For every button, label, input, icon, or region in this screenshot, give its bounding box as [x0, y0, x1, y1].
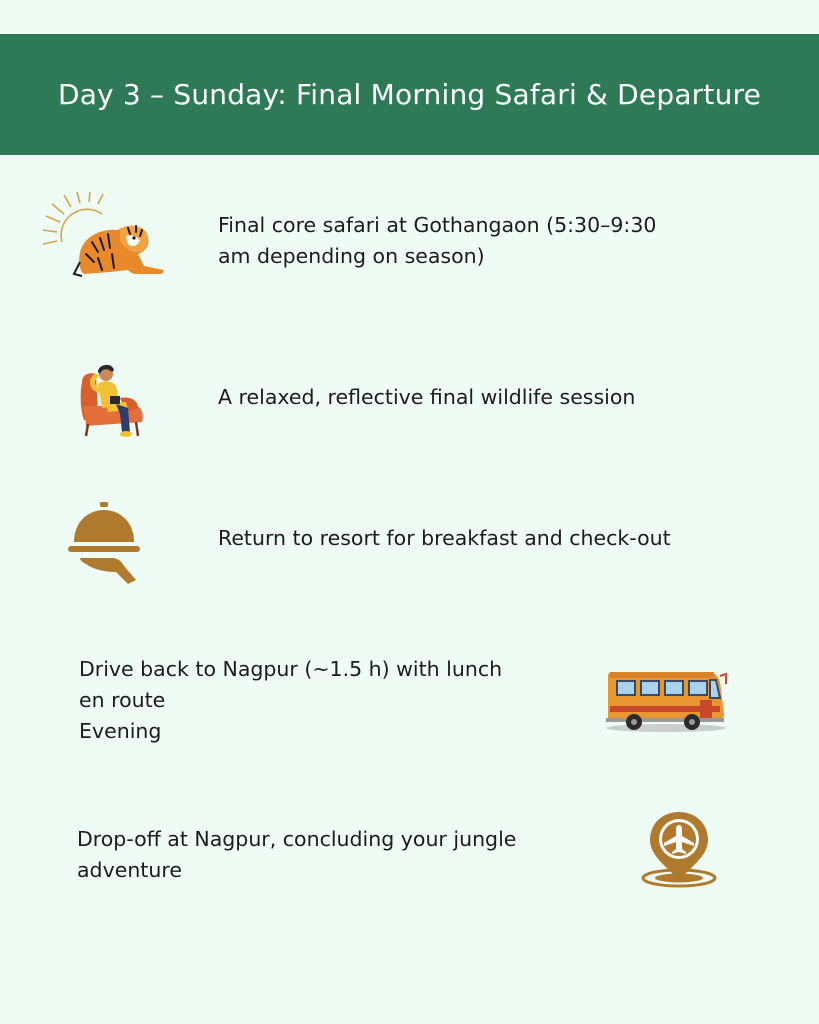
item-1-text: Final core safari at Gothangaon (5:30–9:30 am depending on season)	[218, 213, 657, 268]
tiger-sun-icon	[40, 192, 168, 284]
item-4-text: Drive back to Nagpur (~1.5 h) with lunch en route Evening	[79, 657, 503, 743]
item-3-text: Return to resort for breakfast and check-out	[218, 526, 671, 550]
bus-icon	[604, 668, 728, 734]
person-in-armchair-icon	[76, 362, 148, 442]
serving-cloche-icon	[66, 502, 142, 586]
item-2-text: A relaxed, reflective final wildlife session	[218, 385, 636, 409]
page-title: Day 3 – Sunday: Final Morning Safari & Departure	[57, 78, 762, 111]
airport-location-pin-icon	[638, 810, 720, 890]
item-5-text: Drop-off at Nagpur, concluding your jungle adventure	[77, 827, 517, 882]
page-header	[0, 34, 819, 155]
